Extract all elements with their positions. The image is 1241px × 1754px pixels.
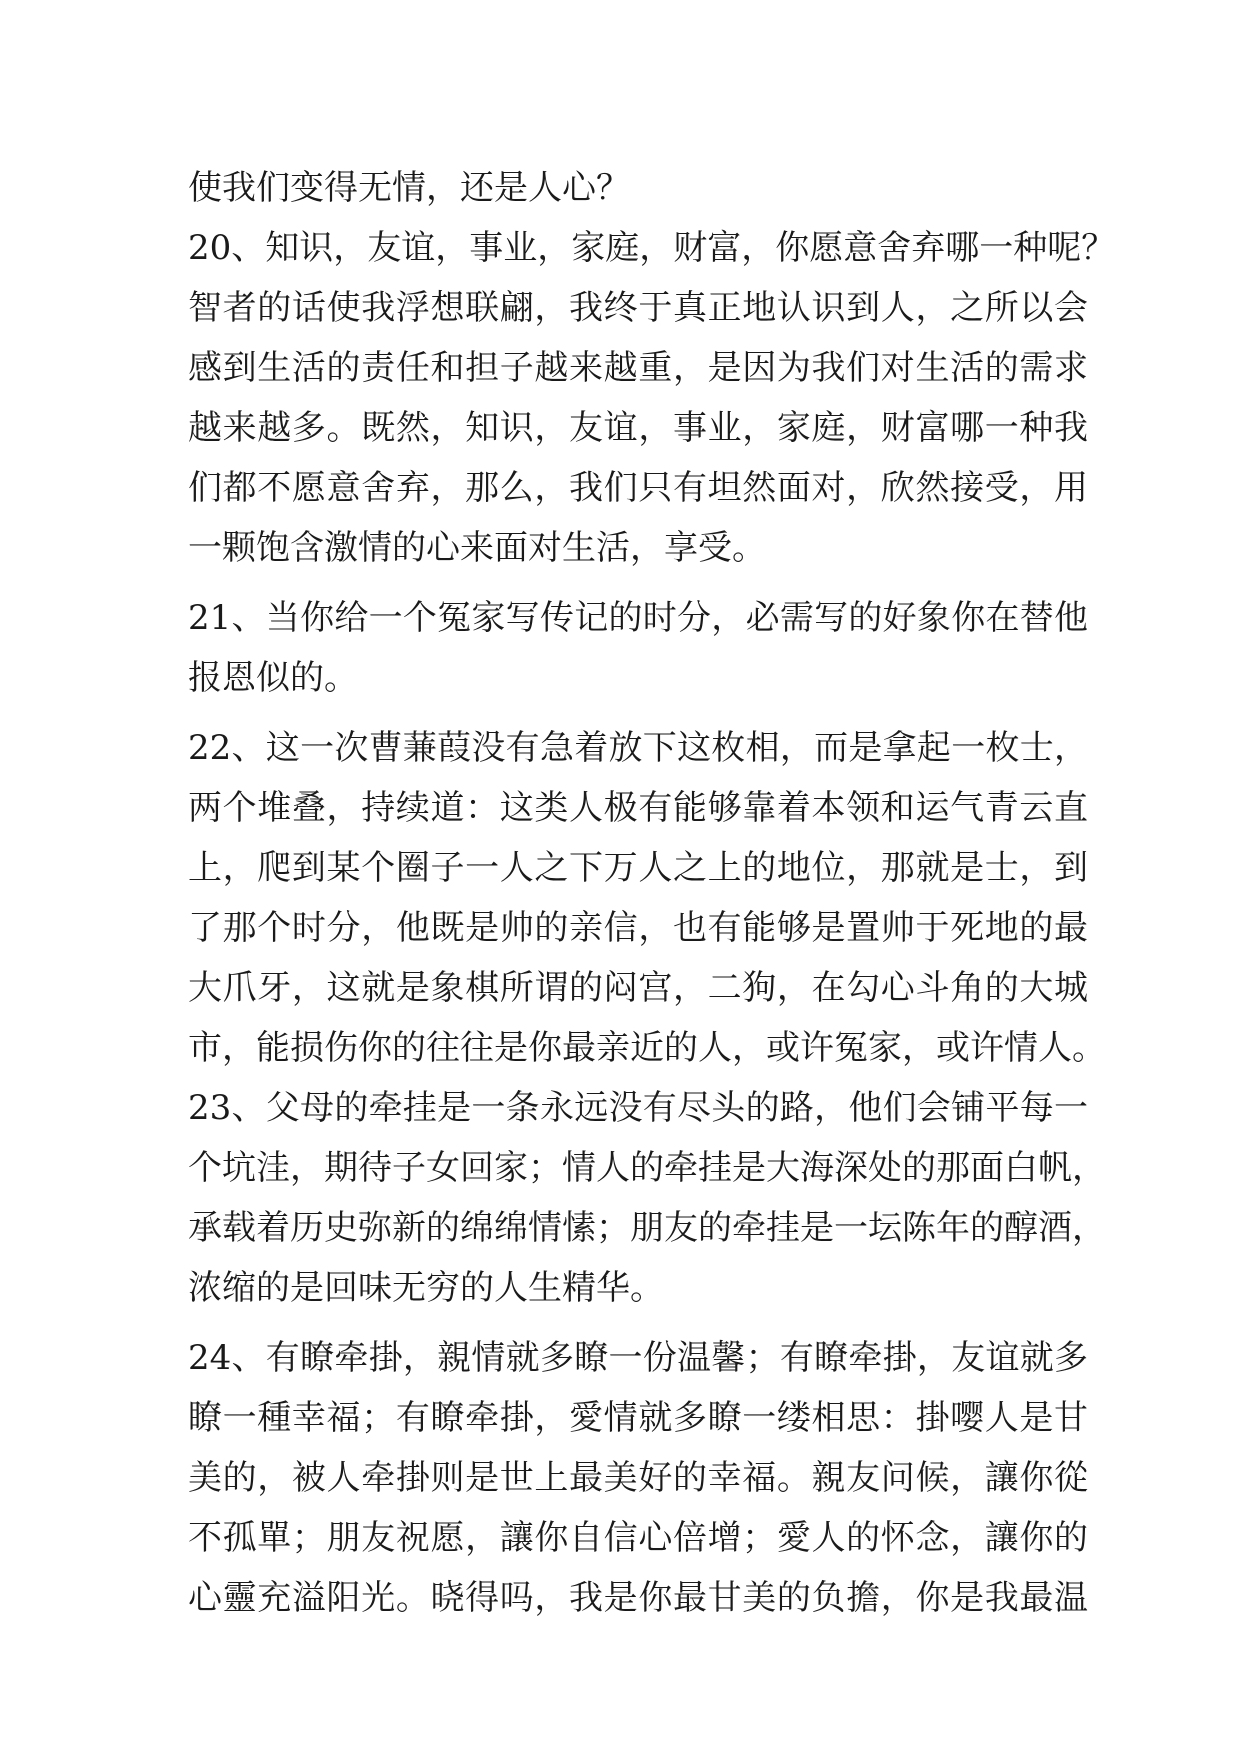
text-line: 越来越多。既然，知识，友谊，事业，家庭，财富哪一种我 (188, 408, 1088, 448)
text-line: 瞭一種幸福；有瞭牵掛，愛情就多瞭一缕相思：掛嘤人是甘 (188, 1398, 1088, 1438)
text-line: 24、有瞭牵掛，親情就多瞭一份温馨；有瞭牵掛，友谊就多 (188, 1338, 1088, 1378)
text-line: 个坑洼，期待子女回家；情人的牵挂是大海深处的那面白帆， (188, 1148, 1106, 1188)
text-line: 一颗饱含激情的心来面对生活，享受。 (188, 528, 766, 568)
text-line: 22、这一次曹蒹葭没有急着放下这枚相，而是拿起一枚士， (188, 728, 1088, 768)
text-line: 美的，被人牵掛则是世上最美好的幸福。親友问候，讓你從 (188, 1458, 1088, 1498)
text-line: 21、当你给一个冤家写传记的时分，必需写的好象你在替他 (188, 598, 1088, 638)
text-line: 浓缩的是回味无穷的人生精华。 (188, 1268, 664, 1308)
text-line: 使我们变得无情，还是人心？ (188, 168, 630, 208)
body-text (188, 158, 1116, 1628)
text-line: 大爪牙，这就是象棋所谓的闷宫，二狗，在勾心斗角的大城 (188, 968, 1088, 1008)
text-line: 心靈充溢阳光。晓得吗，我是你最甘美的负擔，你是我最温 (188, 1578, 1088, 1618)
text-line: 承载着历史弥新的绵绵情愫；朋友的牵挂是一坛陈年的醇酒， (188, 1208, 1106, 1248)
text-line: 了那个时分，他既是帅的亲信，也有能够是置帅于死地的最 (188, 908, 1088, 948)
text-line: 20、知识，友谊，事业，家庭，财富，你愿意舍弃哪一种呢？ (188, 228, 1116, 268)
text-line: 感到生活的责任和担子越来越重，是因为我们对生活的需求 (188, 348, 1088, 388)
text-line: 上，爬到某个圈子一人之下万人之上的地位，那就是士，到 (188, 848, 1088, 888)
text-line: 两个堆叠，持续道：这类人极有能够靠着本领和运气青云直 (188, 788, 1088, 828)
text-line: 们都不愿意舍弃，那么，我们只有坦然面对，欣然接受，用 (188, 468, 1088, 508)
text-line: 报恩似的。 (188, 658, 358, 698)
text-line: 市，能损伤你的往往是你最亲近的人，或许冤家，或许情人。 (188, 1028, 1106, 1068)
text-line: 23、父母的牵挂是一条永远没有尽头的路，他们会铺平每一 (188, 1088, 1088, 1128)
text-line: 不孤單；朋友祝愿，讓你自信心倍增；愛人的怀念，讓你的 (188, 1518, 1088, 1558)
text-line: 智者的话使我浮想联翩，我终于真正地认识到人，之所以会 (188, 288, 1088, 328)
